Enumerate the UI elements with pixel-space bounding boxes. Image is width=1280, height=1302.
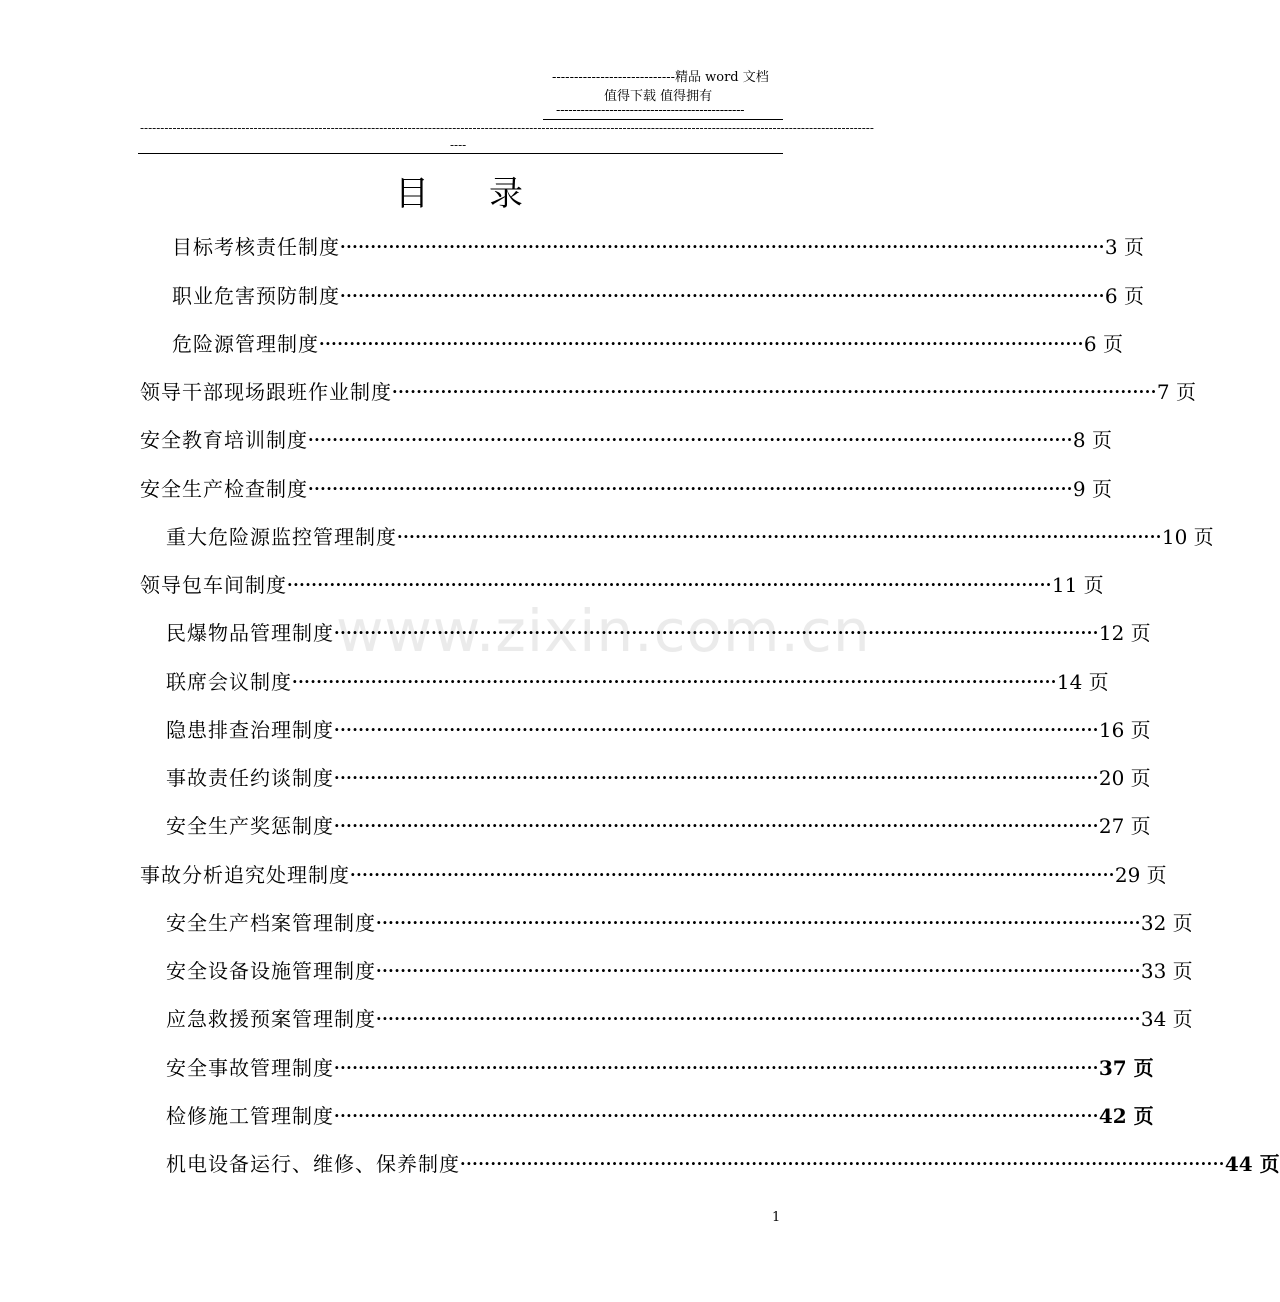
toc-entry[interactable] <box>140 570 1104 600</box>
toc-leader-dots <box>334 763 1099 793</box>
toc-entry-page: 20 页 <box>1098 766 1151 790</box>
toc-entry-label: 检修施工管理制度 <box>166 1104 334 1128</box>
toc-entry[interactable] <box>166 1101 1154 1131</box>
toc-entry[interactable] <box>166 1149 1280 1179</box>
toc-entry-page: 3 页 <box>1104 235 1144 259</box>
page-number: 1 <box>772 1210 781 1225</box>
toc-entry-page: 44 页 <box>1224 1152 1280 1176</box>
toc-entry[interactable] <box>166 956 1193 986</box>
toc-leader-dots <box>319 329 1084 359</box>
toc-entry[interactable] <box>166 618 1151 648</box>
toc-entry-page: 14 页 <box>1056 670 1109 694</box>
toc-leader-dots <box>376 1004 1141 1034</box>
toc-entry[interactable] <box>166 763 1151 793</box>
toc-leader-dots <box>376 908 1141 938</box>
toc-entry-label: 危险源管理制度 <box>172 332 319 356</box>
page-title: 目录 <box>395 174 583 214</box>
toc-entry-page: 9 页 <box>1072 477 1112 501</box>
toc-entry-label: 领导干部现场跟班作业制度 <box>140 380 392 404</box>
toc-entry-page: 12 页 <box>1098 621 1151 645</box>
toc-leader-dots <box>340 281 1105 311</box>
toc-leader-dots <box>460 1149 1225 1179</box>
toc-leader-dots <box>376 956 1141 986</box>
toc-entry-page: 32 页 <box>1140 911 1193 935</box>
watermark: www.zixin.com.cn <box>336 597 871 665</box>
toc-entry-page: 27 页 <box>1098 814 1151 838</box>
toc-entry[interactable] <box>166 1004 1193 1034</box>
toc-entry[interactable] <box>172 232 1144 262</box>
toc-entry[interactable] <box>166 667 1109 697</box>
toc-entry[interactable] <box>166 908 1193 938</box>
header-line-1: ----------------------------精品 word 文档 <box>552 70 769 85</box>
toc-entry-label: 重大危险源监控管理制度 <box>166 525 397 549</box>
toc-entry-page: 7 页 <box>1156 380 1196 404</box>
toc-entry[interactable] <box>140 474 1112 504</box>
toc-entry-label: 联席会议制度 <box>166 670 292 694</box>
toc-entry-label: 隐患排查治理制度 <box>166 718 334 742</box>
toc-entry-label: 安全事故管理制度 <box>166 1056 334 1080</box>
toc-entry-page: 16 页 <box>1098 718 1151 742</box>
toc-entry-label: 机电设备运行、维修、保养制度 <box>166 1152 460 1176</box>
toc-leader-dots <box>350 860 1115 890</box>
toc-entry-label: 应急救援预案管理制度 <box>166 1007 376 1031</box>
dashed-separator-tail: ---- <box>450 138 467 152</box>
header-rule <box>543 119 783 120</box>
toc-entry[interactable] <box>166 715 1151 745</box>
toc-entry-label: 安全教育培训制度 <box>140 428 308 452</box>
toc-entry-label: 安全生产检查制度 <box>140 477 308 501</box>
toc-entry-page: 37 页 <box>1098 1056 1154 1080</box>
toc-entry-label: 领导包车间制度 <box>140 573 287 597</box>
toc-leader-dots <box>340 232 1105 262</box>
toc-entry-label: 目标考核责任制度 <box>172 235 340 259</box>
toc-leader-dots <box>292 667 1057 697</box>
toc-entry[interactable] <box>166 522 1214 552</box>
toc-leader-dots <box>287 570 1052 600</box>
toc-entry-page: 6 页 <box>1104 284 1144 308</box>
toc-entry-label: 安全生产奖惩制度 <box>166 814 334 838</box>
toc-entry[interactable] <box>140 860 1167 890</box>
toc-entry-label: 事故分析追究处理制度 <box>140 863 350 887</box>
toc-entry-page: 10 页 <box>1161 525 1214 549</box>
toc-entry-page: 34 页 <box>1140 1007 1193 1031</box>
toc-entry[interactable] <box>172 329 1123 359</box>
toc-entry-label: 民爆物品管理制度 <box>166 621 334 645</box>
toc-entry-label: 安全生产档案管理制度 <box>166 911 376 935</box>
main-rule <box>138 153 783 154</box>
toc-entry[interactable] <box>166 811 1151 841</box>
toc-entry-label: 安全设备设施管理制度 <box>166 959 376 983</box>
dashed-separator: ------------------------------------------------------------------------------------------------------------------------------------------------------------------------------------- <box>140 121 874 135</box>
toc-leader-dots <box>308 474 1073 504</box>
toc-entry-page: 11 页 <box>1051 573 1104 597</box>
toc-entry-label: 职业危害预防制度 <box>172 284 340 308</box>
toc-leader-dots <box>334 618 1099 648</box>
toc-entry-page: 29 页 <box>1114 863 1167 887</box>
toc-leader-dots <box>308 425 1073 455</box>
toc-leader-dots <box>334 811 1099 841</box>
toc-entry[interactable] <box>140 377 1196 407</box>
toc-leader-dots <box>397 522 1162 552</box>
toc-entry-page: 6 页 <box>1083 332 1123 356</box>
header-line-3: ---------------------------------------------- <box>556 103 745 118</box>
toc-entry-page: 42 页 <box>1098 1104 1154 1128</box>
toc-entry-label: 事故责任约谈制度 <box>166 766 334 790</box>
toc-entry[interactable] <box>172 281 1144 311</box>
toc-entry[interactable] <box>140 425 1112 455</box>
toc-leader-dots <box>334 1101 1099 1131</box>
toc-entry[interactable] <box>166 1053 1154 1083</box>
toc-entry-page: 33 页 <box>1140 959 1193 983</box>
toc-entry-page: 8 页 <box>1072 428 1112 452</box>
toc-leader-dots <box>334 1053 1099 1083</box>
toc-leader-dots <box>334 715 1099 745</box>
header-line-2: 值得下载 值得拥有 <box>604 89 713 104</box>
toc-leader-dots <box>392 377 1157 407</box>
